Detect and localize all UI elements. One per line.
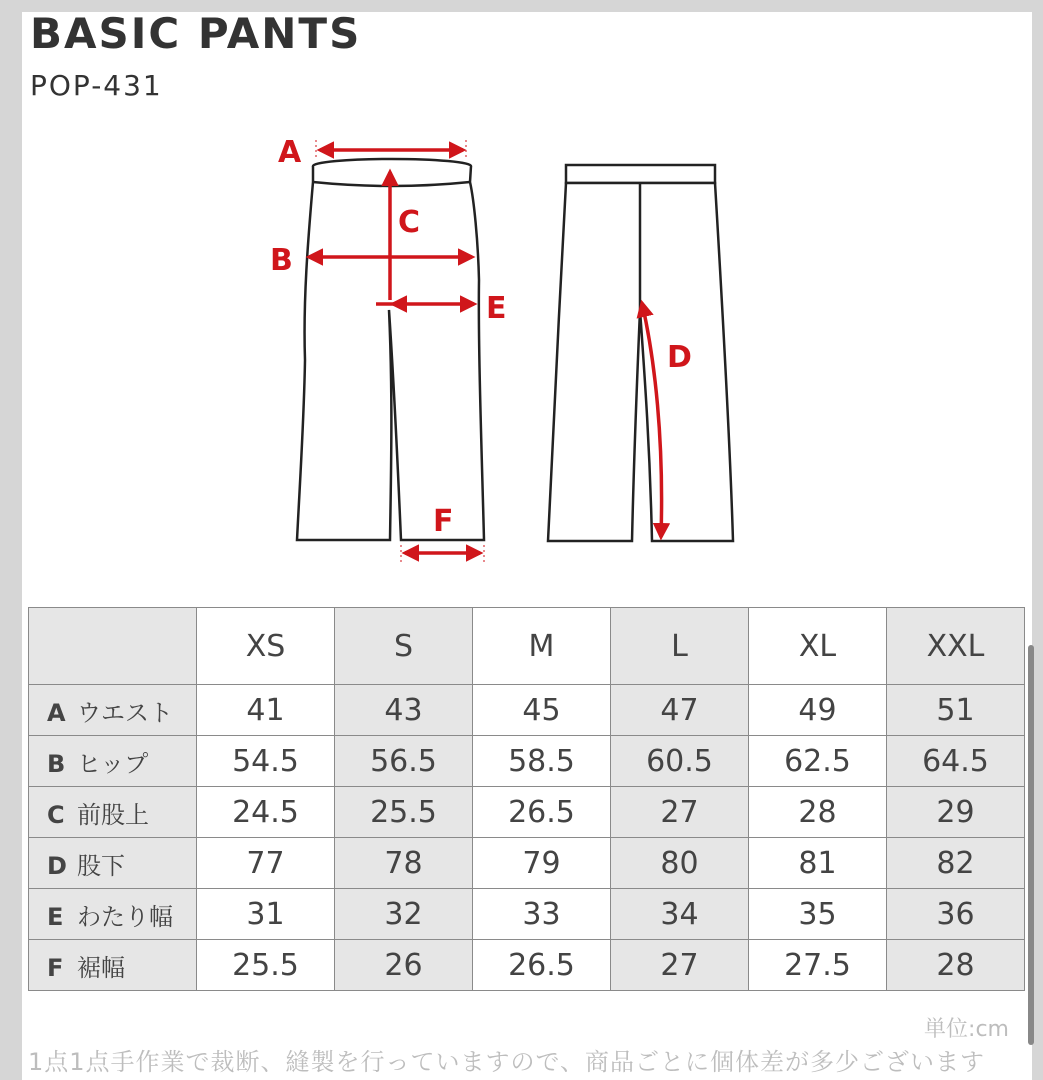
table-cell: 82 (887, 838, 1025, 889)
table-row (29, 889, 1025, 940)
label-d: D (667, 340, 692, 375)
label-c: C (398, 205, 421, 240)
table-cell: 25.5 (197, 940, 335, 991)
table-row (29, 940, 1025, 991)
table-row (29, 838, 1025, 889)
table-cell: 32 (335, 889, 473, 940)
table-cell: 25.5 (335, 787, 473, 838)
table-cell: 26 (335, 940, 473, 991)
table-cell: 27 (611, 787, 749, 838)
label-f: F (433, 504, 454, 539)
table-cell: 60.5 (611, 736, 749, 787)
table-cell: 80 (611, 838, 749, 889)
row-header: F 裾幅 (29, 940, 197, 991)
row-header: D 股下 (29, 838, 197, 889)
table-cell: 54.5 (197, 736, 335, 787)
label-b: B (270, 243, 293, 278)
table-cell: 81 (749, 838, 887, 889)
size-header: XL (749, 608, 887, 685)
table-cell: 56.5 (335, 736, 473, 787)
table-cell: 36 (887, 889, 1025, 940)
scrollbar[interactable] (1028, 645, 1034, 1045)
row-header: B ヒップ (29, 736, 197, 787)
size-header: XXL (887, 608, 1025, 685)
label-e: E (486, 291, 507, 326)
table-cell: 49 (749, 685, 887, 736)
table-cell: 26.5 (473, 787, 611, 838)
table-row (29, 787, 1025, 838)
table-cell: 26.5 (473, 940, 611, 991)
table-cell: 28 (749, 787, 887, 838)
table-cell: 24.5 (197, 787, 335, 838)
size-header: S (335, 608, 473, 685)
table-cell: 47 (611, 685, 749, 736)
table-row (29, 685, 1025, 736)
product-title: BASIC PANTS (30, 9, 362, 58)
table-cell: 27 (611, 940, 749, 991)
table-cell: 31 (197, 889, 335, 940)
table-cell: 28 (887, 940, 1025, 991)
table-cell: 35 (749, 889, 887, 940)
table-cell: 27.5 (749, 940, 887, 991)
table-cell: 45 (473, 685, 611, 736)
table-cell: 58.5 (473, 736, 611, 787)
label-a: A (278, 135, 302, 170)
size-header: XS (197, 608, 335, 685)
table-cell: 43 (335, 685, 473, 736)
table-cell: 62.5 (749, 736, 887, 787)
table-cell: 78 (335, 838, 473, 889)
table-row (29, 736, 1025, 787)
size-header: M (473, 608, 611, 685)
table-cell: 41 (197, 685, 335, 736)
unit-label: 単位:cm (924, 1017, 1009, 1042)
handmade-note: 1点1点手作業で裁断、縫製を行っていますので、商品ごとに個体差が多少ございます (28, 1048, 986, 1076)
table-cell: 64.5 (887, 736, 1025, 787)
row-header: A ウエスト (29, 685, 197, 736)
size-header-row (29, 608, 1025, 685)
row-header: C 前股上 (29, 787, 197, 838)
pants-back-view (548, 165, 733, 541)
table-cell: 51 (887, 685, 1025, 736)
size-header: L (611, 608, 749, 685)
table-cell: 79 (473, 838, 611, 889)
table-corner (29, 608, 197, 685)
table-cell: 29 (887, 787, 1025, 838)
table-cell: 33 (473, 889, 611, 940)
size-table (28, 607, 1025, 991)
product-code: POP-431 (30, 69, 163, 102)
table-cell: 77 (197, 838, 335, 889)
row-header: E わたり幅 (29, 889, 197, 940)
table-cell: 34 (611, 889, 749, 940)
